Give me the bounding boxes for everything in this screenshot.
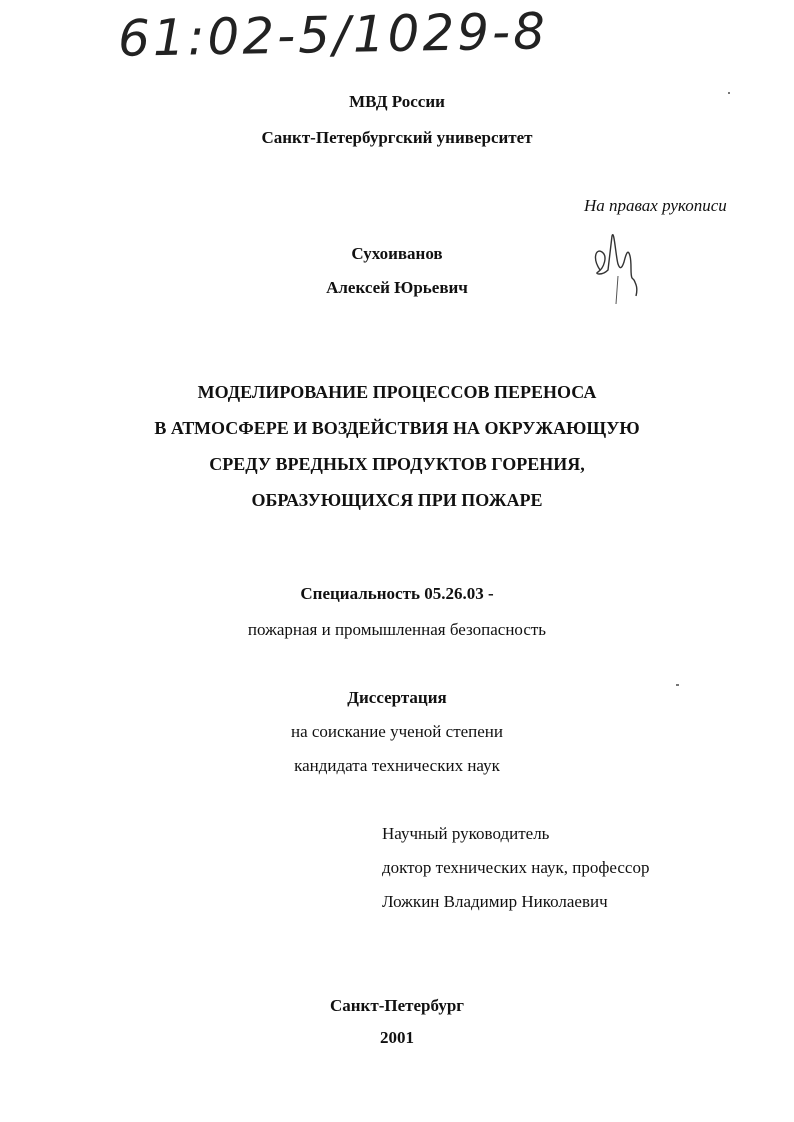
- author-name: Алексей Юрьевич: [326, 278, 468, 297]
- ministry-heading: МВД России: [349, 92, 445, 111]
- dissertation-degree: кандидата технических наук: [294, 756, 500, 775]
- title-line: МОДЕЛИРОВАНИЕ ПРОЦЕССОВ ПЕРЕНОСА: [197, 382, 597, 402]
- handwritten-archive-number: 61:02-5/1029-8: [117, 2, 549, 68]
- dissertation-label: Диссертация: [347, 688, 447, 707]
- title-line: ОБРАЗУЮЩИХСЯ ПРИ ПОЖАРЕ: [251, 490, 543, 510]
- title-line: В АТМОСФЕРЕ И ВОЗДЕЙСТВИЯ НА ОКРУЖАЮЩУЮ: [154, 418, 640, 438]
- title-line: СРЕДУ ВРЕДНЫХ ПРОДУКТОВ ГОРЕНИЯ,: [209, 454, 585, 474]
- year: 2001: [380, 1028, 414, 1047]
- scan-speck: [728, 92, 730, 94]
- scan-speck: [676, 684, 679, 686]
- city: Санкт-Петербург: [329, 996, 465, 1015]
- specialty-name: пожарная и промышленная безопасность: [247, 620, 547, 639]
- supervisor-role: Научный руководитель: [382, 824, 550, 843]
- dissertation-title: [0, 374, 794, 518]
- supervisor-name: Ложкин Владимир Николаевич: [382, 892, 608, 911]
- author-surname: Сухоиванов: [351, 244, 443, 263]
- manuscript-note: На правах рукописи: [584, 196, 727, 215]
- dissertation-purpose: на соискание ученой степени: [290, 722, 504, 741]
- specialty-code: Специальность 05.26.03 -: [300, 584, 494, 603]
- supervisor-title: доктор технических наук, профессор: [382, 858, 650, 877]
- university-heading: Санкт-Петербургский университет: [261, 128, 533, 147]
